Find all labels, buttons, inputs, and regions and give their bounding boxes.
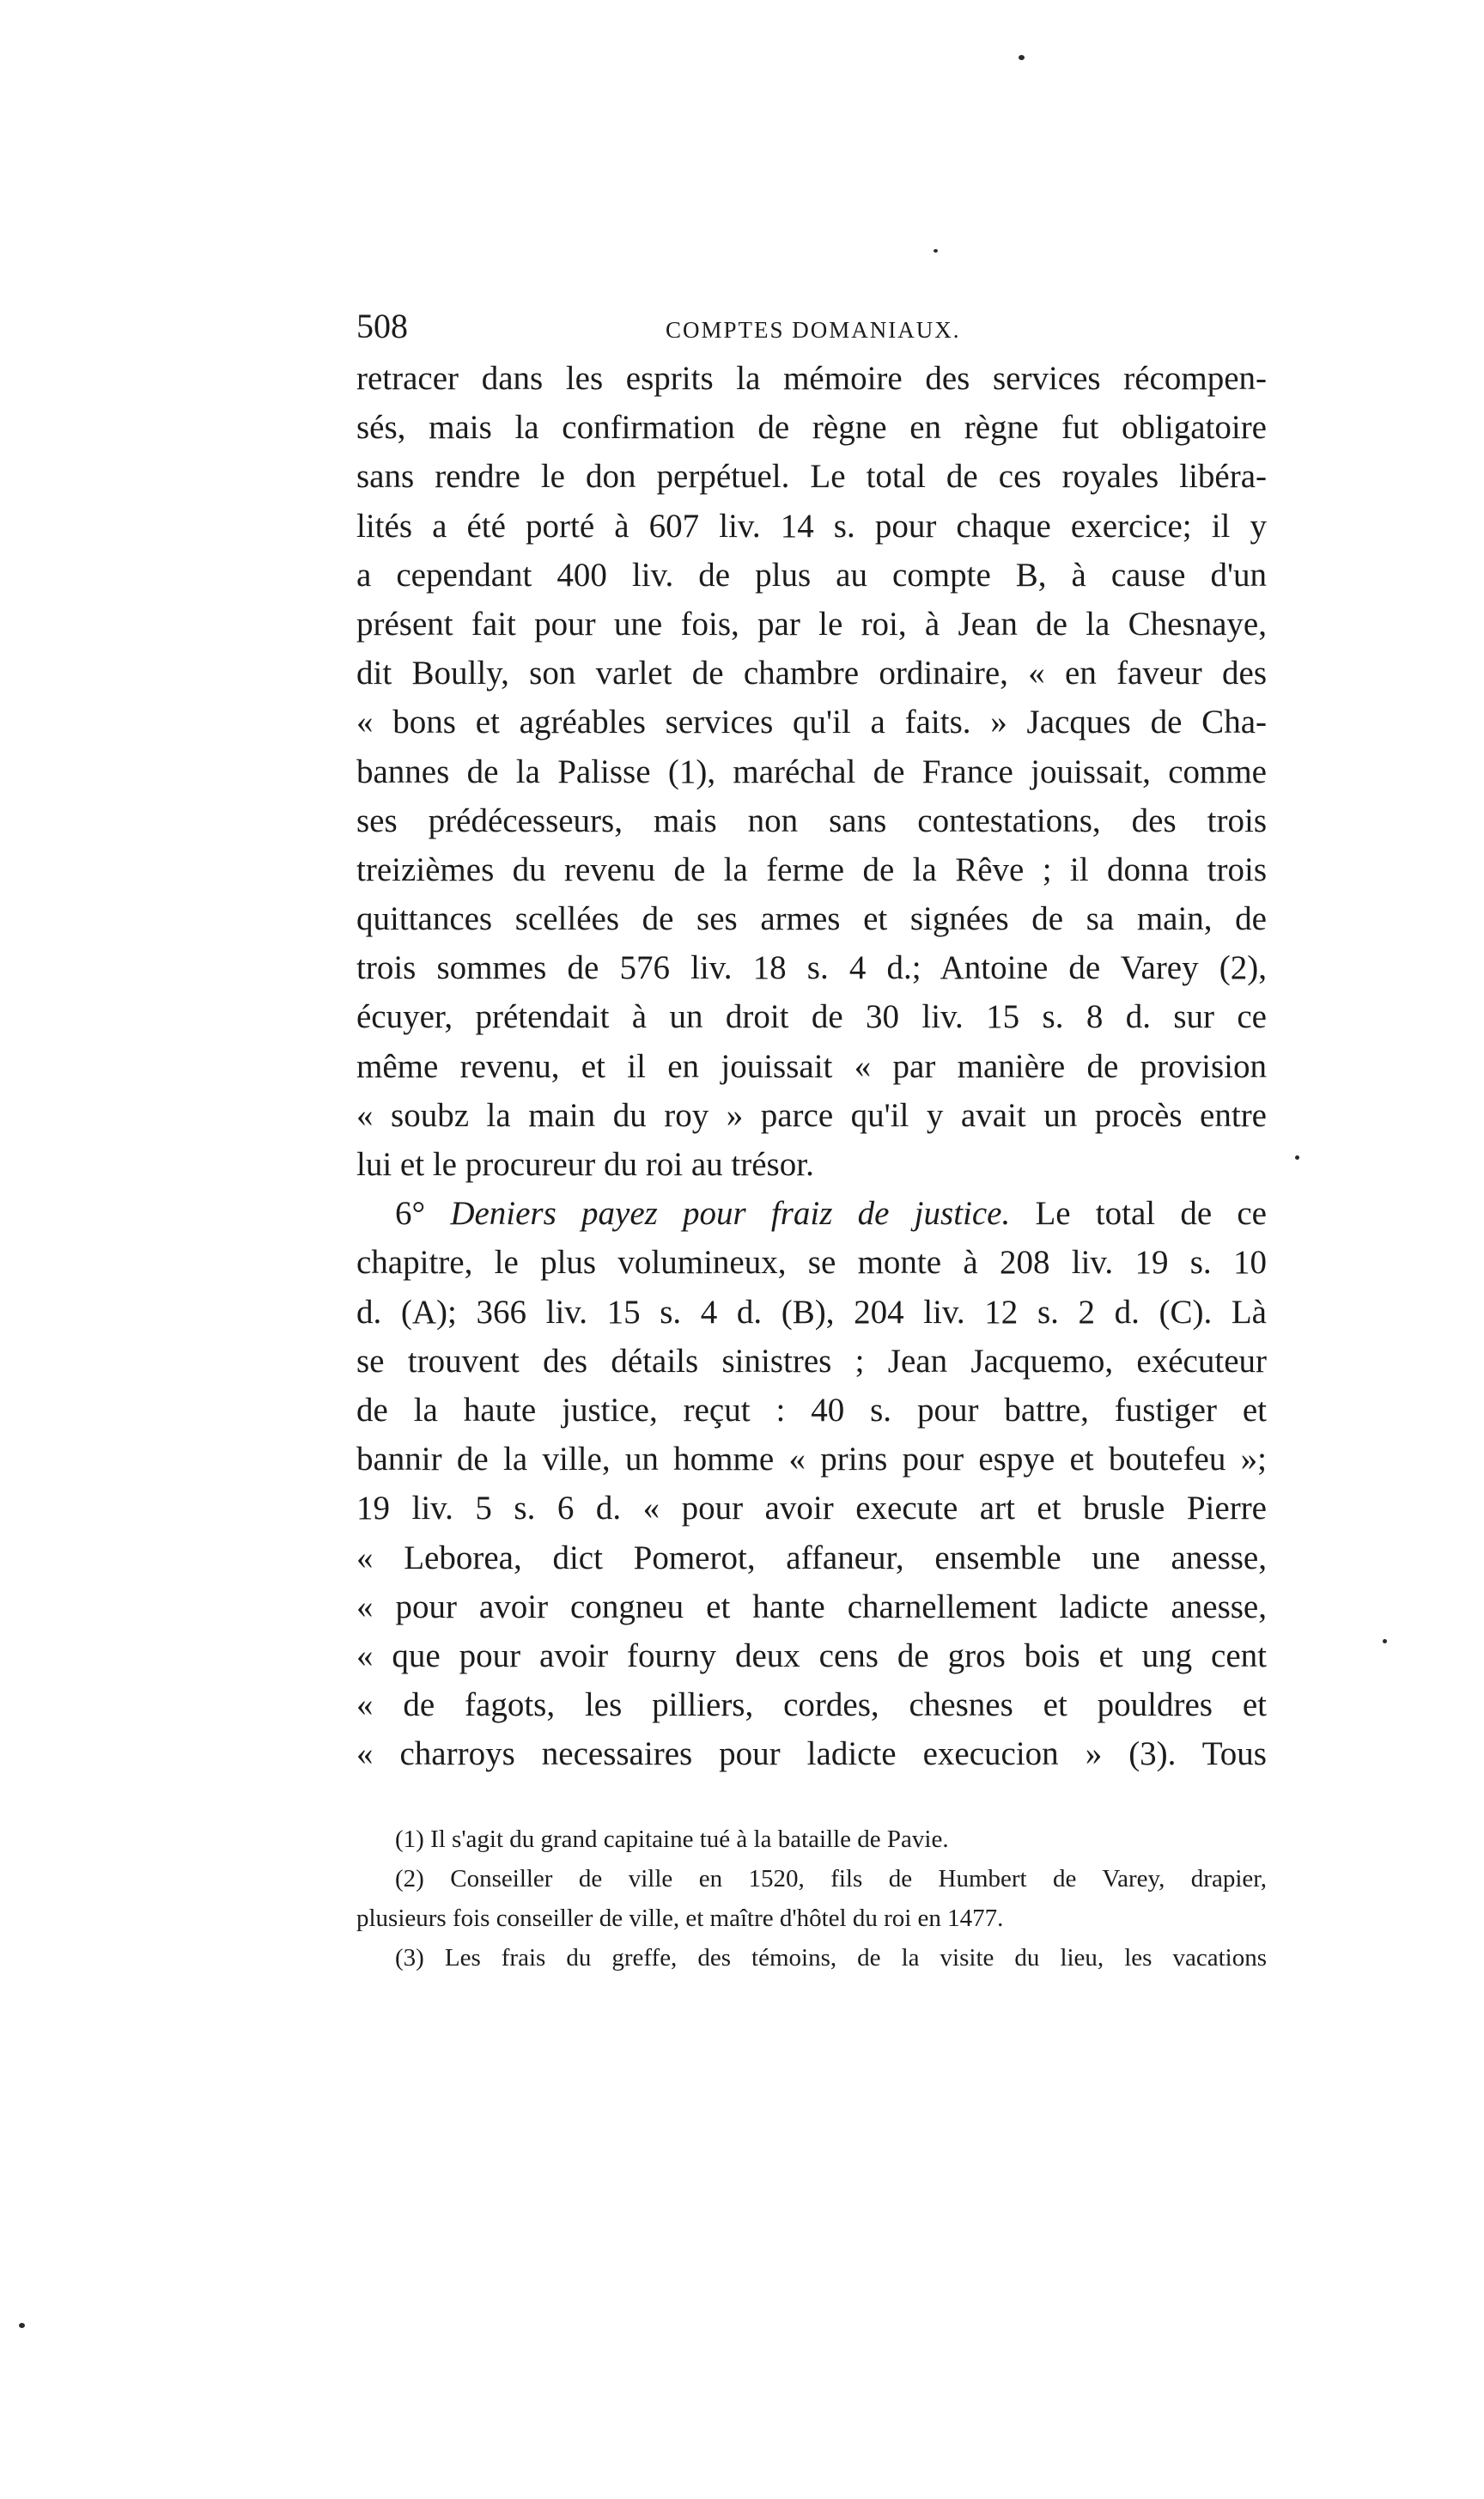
- footnote-2-continuation: plusieurs fois conseiller de ville, et maître d'hôtel du roi en 1477.: [356, 1905, 1004, 1932]
- body-text: [356, 354, 1267, 1778]
- scan-speck: [1383, 1639, 1387, 1643]
- text-line: lui et le procureur du roi au trésor.: [356, 1146, 814, 1183]
- text-line: trois sommes de 576 liv. 18 s. 4 d.; Antoine de Varey (2),: [356, 949, 1267, 987]
- scan-speck: [1019, 55, 1025, 60]
- footnote-3: (3) Les frais du greffe, des témoins, de la visite du lieu, les vacations: [395, 1944, 1267, 1972]
- text-line: d. (A); 366 liv. 15 s. 4 d. (B), 204 liv. 12 s. 2 d. (C). Là: [356, 1293, 1267, 1331]
- section-heading: Deniers payez pour fraiz de justice.: [450, 1195, 1011, 1233]
- text-line: dit Boully, son varlet de chambre ordinaire, « en faveur des: [356, 655, 1267, 692]
- running-head: [356, 301, 1267, 352]
- text-line: présent fait pour une fois, par le roi, à Jean de la Chesnaye,: [356, 605, 1267, 643]
- text-line: bannir de la ville, un homme « prins pour espye et boutefeu »;: [356, 1441, 1267, 1478]
- section-number: 6°: [395, 1195, 451, 1233]
- text-line: quittances scellées de ses armes et signées de sa main, de: [356, 900, 1267, 938]
- paragraph-opening-line: [356, 1189, 1267, 1238]
- text-line: « bons et agréables services qu'il a faits. » Jacques de Cha-: [356, 704, 1267, 741]
- text-line: bannes de la Palisse (1), maréchal de France jouissait, comme: [356, 753, 1267, 790]
- text-fragment: Le total de ce: [1010, 1195, 1267, 1233]
- text-line: même revenu, et il en jouissait « par manière de provision: [356, 1047, 1267, 1085]
- text-line: ses prédécesseurs, mais non sans contestations, des trois: [356, 802, 1267, 839]
- text-line: « que pour avoir fourny deux cens de gros bois et ung cent: [356, 1637, 1267, 1674]
- text-line: a cependant 400 liv. de plus au compte B, à cause d'un: [356, 556, 1267, 594]
- text-line: retracer dans les esprits la mémoire des services récompen-: [356, 360, 1267, 397]
- text-line: chapitre, le plus volumineux, se monte à 208 liv. 19 s. 10: [356, 1244, 1267, 1282]
- scan-speck: [934, 249, 938, 253]
- text-line: « de fagots, les pilliers, cordes, chesnes et pouldres et: [356, 1686, 1267, 1724]
- text-line: « pour avoir congneu et hante charnellement ladicte anesse,: [356, 1588, 1267, 1625]
- text-line: « soubz la main du roy » parce qu'il y avait un procès entre: [356, 1096, 1267, 1134]
- page-number: 508: [356, 307, 408, 345]
- text-line: écuyer, prétendait à un droit de 30 liv. 15 s. 8 d. sur ce: [356, 998, 1267, 1036]
- text-line: « charroys necessaires pour ladicte execucion » (3). Tous: [356, 1735, 1267, 1773]
- text-line: de la haute justice, reçut : 40 s. pour battre, fustiger et: [356, 1391, 1267, 1429]
- text-line: se trouvent des détails sinistres ; Jean Jacquemo, exécuteur: [356, 1342, 1267, 1380]
- scan-speck: [1295, 1155, 1299, 1160]
- text-line: treizièmes du revenu de la ferme de la Rêve ; il donna trois: [356, 850, 1267, 888]
- footnote-2: (2) Conseiller de ville en 1520, fils de Humbert de Varey, drapier,: [395, 1865, 1267, 1893]
- text-line: « Leborea, dict Pomerot, affaneur, ensemble une anesse,: [356, 1539, 1267, 1576]
- scan-speck: [19, 2323, 25, 2328]
- running-title: COMPTES DOMANIAUX.: [666, 317, 961, 343]
- text-line: lités a été porté à 607 liv. 14 s. pour chaque exercice; il y: [356, 507, 1267, 545]
- text-line: 19 liv. 5 s. 6 d. « pour avoir execute art et brusle Pierre: [356, 1490, 1267, 1527]
- footnote-1: (1) Il s'agit du grand capitaine tué à la bataille de Pavie.: [395, 1825, 949, 1853]
- text-line: sés, mais la confirmation de règne en règne fut obligatoire: [356, 409, 1267, 447]
- footnotes: [356, 1819, 1267, 1978]
- text-line: sans rendre le don perpétuel. Le total de ces royales libéra-: [356, 458, 1267, 496]
